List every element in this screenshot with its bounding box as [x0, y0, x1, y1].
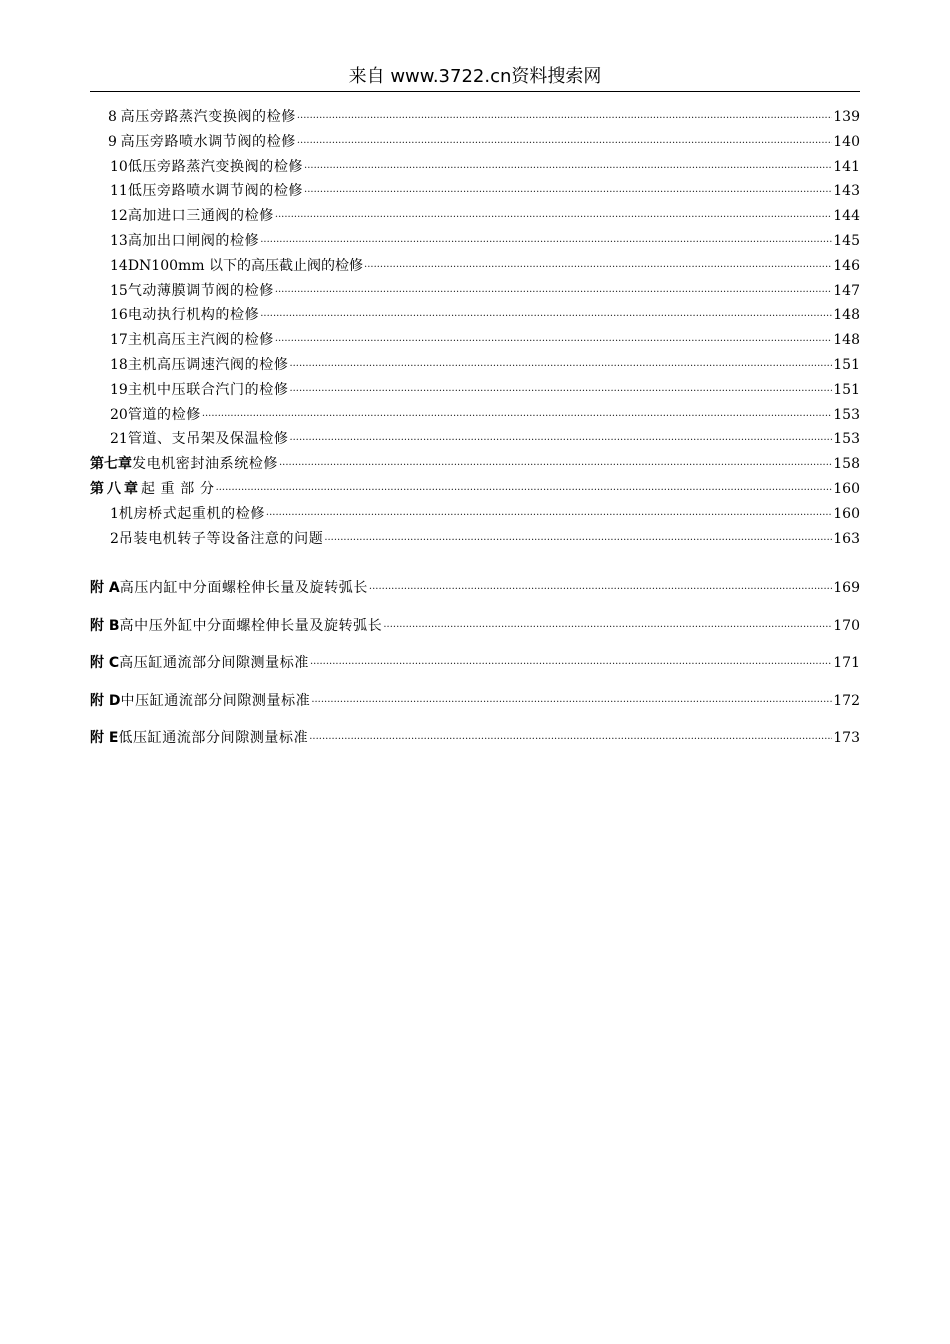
chapter-label: 第七章: [90, 456, 132, 473]
appendix-label: 附 E: [90, 730, 119, 747]
toc-appendix[interactable]: [90, 689, 860, 727]
toc-entry-title: 电动执行机构的检修: [127, 307, 260, 324]
toc-entry-number: 21: [110, 431, 128, 448]
leader-dots: [310, 653, 832, 677]
appendix-title: 高压缸通流部分间隙测量标准: [119, 655, 309, 672]
toc-entry[interactable]: [90, 502, 860, 527]
toc-entry-title: 主机高压调速汽阀的检修: [127, 356, 289, 373]
leader-dots: [297, 107, 832, 132]
leader-dots: [324, 529, 832, 554]
chapter-title: 发电机密封油系统检修: [132, 456, 278, 473]
leader-dots: [289, 380, 832, 405]
toc-entry-number: 18: [110, 356, 128, 373]
toc-entry-title: 管道、支吊架及保温检修: [127, 431, 289, 448]
toc-entry-page: 139: [833, 109, 860, 125]
toc-entry-title: 高压旁路蒸汽变换阀的检修: [120, 109, 296, 125]
appendix-page: 169: [833, 580, 860, 597]
toc-chapter[interactable]: [90, 452, 860, 477]
toc-entry-page: 145: [833, 232, 860, 249]
toc-entry-title: 气动薄膜调节阀的检修: [127, 282, 274, 299]
page-header: [90, 62, 860, 92]
appendix-title: 高压内缸中分面螺栓伸长量及旋转弧长: [119, 580, 368, 597]
toc-appendix[interactable]: [90, 651, 860, 689]
toc-entry-page: 153: [833, 431, 860, 448]
appendix-title: 低压缸通流部分间隙测量标准: [118, 730, 309, 747]
leader-dots: [216, 479, 833, 504]
toc-entry-number: 20: [110, 406, 128, 423]
toc-entry[interactable]: [90, 254, 860, 279]
toc-entry-number: 13: [110, 232, 128, 249]
leader-dots: [304, 157, 832, 182]
leader-dots: [383, 616, 832, 640]
toc-entry[interactable]: [90, 179, 860, 204]
toc-entry-title: 管道的检修: [127, 406, 201, 423]
toc-entry[interactable]: [90, 328, 860, 353]
toc-entry-number: 16: [110, 307, 128, 324]
leader-dots: [309, 728, 832, 752]
toc-entry-number: 12: [110, 208, 128, 225]
toc-entry-page: 143: [833, 183, 860, 200]
toc-entry-page: 151: [833, 381, 860, 398]
toc-entry-title: 高加进口三通阀的检修: [127, 208, 274, 225]
toc-entry[interactable]: [90, 403, 860, 428]
leader-dots: [260, 305, 832, 330]
toc-entry[interactable]: [90, 378, 860, 403]
toc-entry-number: 1: [110, 505, 119, 522]
chapter-page: 160: [833, 480, 860, 497]
toc-entry-title: 低压旁路蒸汽变换阀的检修: [127, 158, 304, 175]
chapter-label: 第八章: [90, 480, 141, 497]
leader-dots: [311, 691, 832, 715]
appendix-title: 中压缸通流部分间隙测量标准: [120, 692, 311, 709]
leader-dots: [289, 429, 832, 454]
toc-entry-title: DN100mm 以下的高压截止阀的检修: [127, 257, 364, 274]
toc-entry[interactable]: [90, 155, 860, 180]
toc-entry-page: 151: [833, 356, 860, 373]
leader-dots: [202, 405, 832, 430]
leader-dots: [304, 181, 832, 206]
toc-entry[interactable]: [90, 527, 860, 552]
toc-entry[interactable]: [90, 204, 860, 229]
toc-entry-title: 低压旁路喷水调节阀的检修: [127, 183, 304, 200]
toc-entry-page: 141: [833, 158, 860, 175]
leader-dots: [275, 330, 832, 355]
toc-entry-page: 140: [833, 133, 860, 150]
appendix-label: 附 B: [90, 617, 120, 634]
toc-entry-page: 163: [833, 530, 860, 547]
toc-entry-title: 高压旁路喷水调节阀的检修: [120, 133, 296, 150]
leader-dots: [369, 578, 832, 602]
leader-dots: [279, 454, 832, 479]
leader-dots: [260, 231, 832, 256]
toc-appendix[interactable]: [90, 726, 860, 764]
chapter-page: 158: [833, 456, 860, 473]
toc-entry-page: 160: [833, 505, 860, 522]
toc-entry-page: 148: [833, 307, 860, 324]
toc-appendix[interactable]: [90, 576, 860, 614]
leader-dots: [289, 355, 832, 380]
toc-entry[interactable]: [90, 105, 860, 130]
toc-entry[interactable]: [90, 130, 860, 155]
appendix-page: 173: [833, 730, 860, 747]
toc-entry-page: 144: [833, 208, 860, 225]
toc-entry-page: 146: [833, 257, 860, 274]
table-of-contents: [90, 105, 860, 764]
leader-dots: [364, 256, 832, 281]
toc-entry-page: 148: [833, 332, 860, 349]
toc-entry-title: 高加出口闸阀的检修: [127, 232, 260, 249]
toc-entry-number: 11: [110, 183, 128, 200]
toc-entry-number: 9: [108, 133, 117, 150]
toc-entry-number: 2: [110, 530, 119, 547]
toc-entry-number: 15: [110, 282, 128, 299]
header-title: 来自 www.3722.cn资料搜索网: [348, 66, 602, 87]
toc-entry-page: 153: [833, 406, 860, 423]
leader-dots: [297, 132, 832, 157]
appendix-page: 171: [833, 655, 860, 672]
toc-entry-number: 19: [110, 381, 128, 398]
leader-dots: [266, 504, 832, 529]
leader-dots: [275, 206, 832, 231]
toc-entry-title: 吊装电机转子等设备注意的问题: [118, 530, 324, 547]
appendix-label: 附 A: [90, 580, 120, 597]
chapter-title: 起 重 部 分: [141, 480, 215, 497]
toc-entry[interactable]: [90, 229, 860, 254]
toc-entry-title: 主机高压主汽阀的检修: [127, 332, 274, 349]
appendix-title: 高中压外缸中分面螺栓伸长量及旋转弧长: [119, 617, 383, 634]
toc-entry[interactable]: [90, 303, 860, 328]
toc-appendix[interactable]: [90, 614, 860, 652]
toc-entry-title: 主机中压联合汽门的检修: [127, 381, 289, 398]
toc-entry-number: 14: [110, 257, 128, 274]
toc-entry-page: 147: [833, 282, 860, 299]
appendix-label: 附 D: [90, 692, 121, 709]
toc-entry[interactable]: [90, 353, 860, 378]
toc-entry[interactable]: [90, 427, 860, 452]
appendix-page: 170: [833, 617, 860, 634]
toc-entry[interactable]: [90, 279, 860, 304]
leader-dots: [275, 281, 832, 306]
appendix-label: 附 C: [90, 655, 120, 672]
toc-entry-number: 17: [110, 332, 128, 349]
section-spacer: [90, 551, 860, 576]
toc-entry-number: 8: [108, 109, 117, 125]
appendix-page: 172: [833, 692, 860, 709]
toc-chapter[interactable]: [90, 477, 860, 502]
toc-entry-title: 机房桥式起重机的检修: [118, 505, 265, 522]
toc-entry-number: 10: [110, 158, 128, 175]
